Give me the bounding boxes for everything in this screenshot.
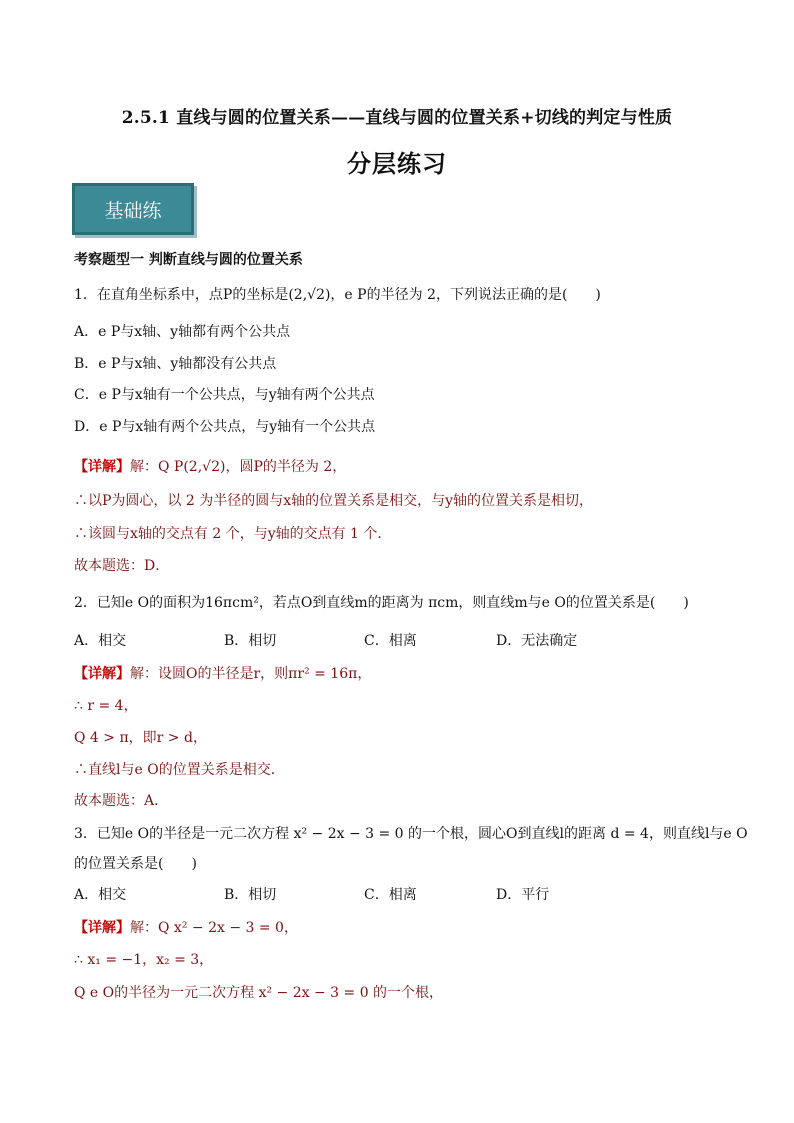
question-1-answer: 故本题选：D． xyxy=(74,558,170,574)
section-heading: 考察题型一 判断直线与圆的位置关系 xyxy=(74,252,303,268)
question-1-option-b: B．e P与x轴、y轴都没有公共点 xyxy=(74,356,277,372)
question-2-option-c: C．相离 xyxy=(364,633,417,649)
question-2-option-b: B．相切 xyxy=(224,633,277,649)
question-1-option-d: D．e P与x轴有两个公共点，与y轴有一个公共点 xyxy=(74,419,376,435)
question-2-solution-line-1: 【详解】解：设圆O的半径是r，则πr² = 16π， xyxy=(74,666,372,682)
question-3-option-b: B．相切 xyxy=(224,887,277,903)
question-1-option-c: C．e P与x轴有一个公共点，与y轴有两个公共点 xyxy=(74,387,375,403)
question-2-solution-line-2: ∴ r = 4， xyxy=(74,698,138,714)
detail-tag: 【详解】 xyxy=(74,666,130,682)
question-3-option-a: A．相交 xyxy=(74,887,127,903)
detail-tag: 【详解】 xyxy=(74,459,130,475)
question-2-option-a: A．相交 xyxy=(74,633,127,649)
question-1-solution-line-3: ∴该圆与x轴的交点有 2 个，与y轴的交点有 1 个． xyxy=(74,526,392,542)
question-1-solution-line-2: ∴以P为圆心，以 2 为半径的圆与x轴的位置关系是相交，与y轴的位置关系是相切， xyxy=(74,493,594,509)
question-2-option-d: D．无法确定 xyxy=(496,633,578,649)
document-subtitle: 分层练习 xyxy=(347,149,447,178)
question-3-stem-line-2: 的位置关系是( ) xyxy=(74,856,197,872)
detail-tag: 【详解】 xyxy=(74,920,130,936)
question-1-option-a: A．e P与x轴、y轴都有两个公共点 xyxy=(74,324,291,340)
question-1-solution-line-1: 【详解】解：Q P(2,√2)，圆P的半径为 2， xyxy=(74,459,347,475)
question-2-stem: 2．已知e O的面积为16πcm²，若点O到直线m的距离为 πcm，则直线m与e O的位置关系是( ) xyxy=(74,595,689,611)
document-title: 2.5.1 直线与圆的位置关系——直线与圆的位置关系+切线的判定与性质 xyxy=(121,108,673,128)
question-2-solution-line-4: ∴直线l与e O的位置关系是相交． xyxy=(74,762,285,778)
question-3-solution-line-1: 【详解】解：Q x² − 2x − 3 = 0， xyxy=(74,920,298,936)
question-3-solution-line-3: Q e O的半径为一元二次方程 x² − 2x − 3 = 0 的一个根， xyxy=(74,985,444,1001)
question-2-solution-line-3: Q 4 > π，即r > d， xyxy=(74,730,207,746)
question-3-option-d: D．平行 xyxy=(496,887,550,903)
level-badge: 基础练 xyxy=(72,183,194,235)
question-2-answer: 故本题选：A． xyxy=(74,793,169,809)
question-1-stem: 1．在直角坐标系中，点P的坐标是(2,√2)，e P的半径为 2，下列说法正确的是( ) xyxy=(74,287,601,303)
question-3-solution-line-2: ∴ x₁ = −1，x₂ = 3， xyxy=(74,952,214,968)
question-3-option-c: C．相离 xyxy=(364,887,417,903)
question-3-stem-line-1: 3．已知e O的半径是一元二次方程 x² − 2x − 3 = 0 的一个根，圆心O到直线l的距离 d = 4，则直线l与e O xyxy=(74,826,748,842)
